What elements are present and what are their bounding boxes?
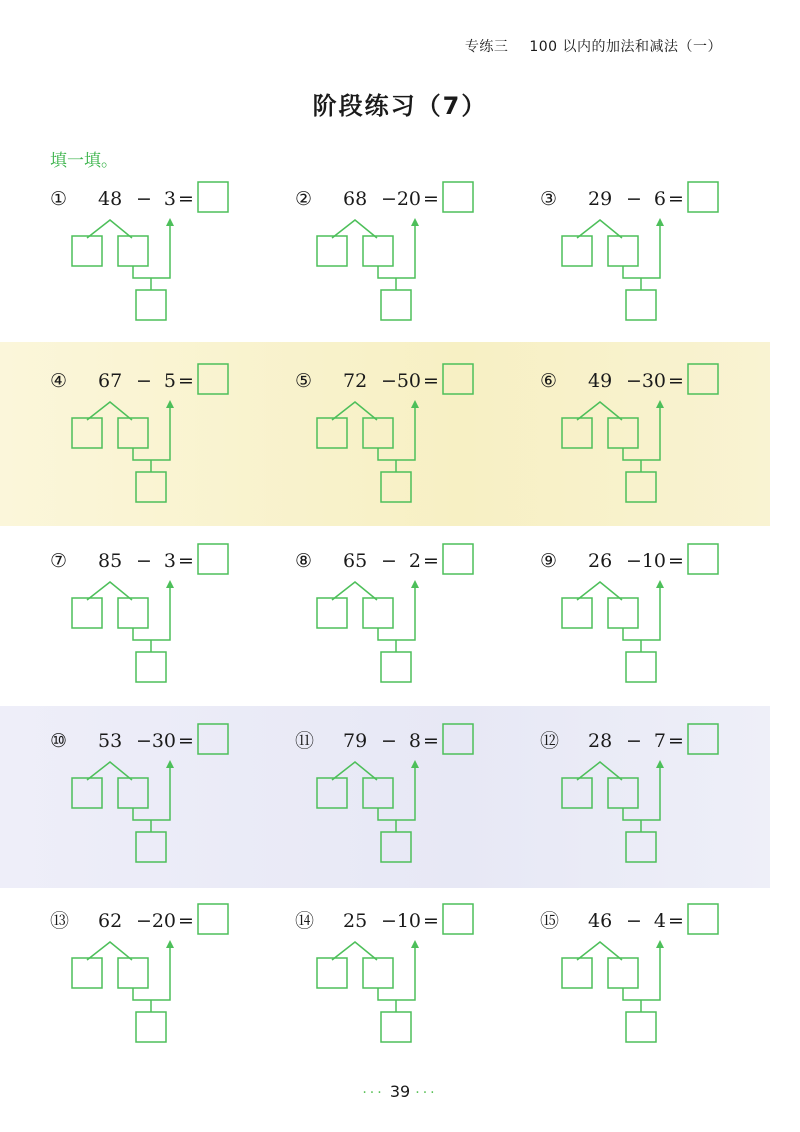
problem-item (50, 722, 280, 872)
split-box-right[interactable] (118, 958, 148, 988)
connector-line (133, 766, 170, 820)
answer-box[interactable] (198, 544, 228, 574)
problem-item (295, 362, 525, 512)
subtrahend: 4 (653, 910, 666, 932)
arrow-head-icon (656, 218, 664, 226)
equals-sign: = (423, 550, 439, 572)
minus-sign: − (381, 370, 397, 392)
subtrahend: 20 (151, 910, 176, 932)
equals-sign: = (423, 910, 439, 932)
decomposition-diagram (540, 362, 770, 512)
answer-box[interactable] (198, 724, 228, 754)
equals-sign: = (668, 910, 684, 932)
subtrahend: 10 (396, 910, 421, 932)
minus-sign: − (626, 730, 642, 752)
connector-line (378, 406, 415, 460)
split-box-right[interactable] (118, 598, 148, 628)
problem-item (50, 902, 280, 1052)
decomposition-diagram (50, 542, 280, 692)
arrow-head-icon (656, 760, 664, 768)
decomposition-diagram (540, 542, 770, 692)
equals-sign: = (423, 730, 439, 752)
minus-sign: − (136, 370, 152, 392)
result-box[interactable] (626, 472, 656, 502)
problem-number: ④ (50, 370, 68, 392)
answer-box[interactable] (198, 182, 228, 212)
header-topic: 100 以内的加法和减法（一） (529, 39, 722, 55)
result-box[interactable] (381, 652, 411, 682)
decomposition-diagram (295, 362, 525, 512)
split-box-left[interactable] (562, 958, 592, 988)
page-footer (0, 1082, 800, 1101)
minuend: 79 (343, 730, 368, 752)
arrow-head-icon (411, 940, 419, 948)
minus-sign: − (626, 910, 642, 932)
header-section: 专练三 (464, 39, 509, 55)
connector-line (623, 406, 660, 460)
split-box-left[interactable] (317, 236, 347, 266)
minuend: 67 (98, 370, 123, 392)
split-box-left[interactable] (562, 598, 592, 628)
equals-sign: = (178, 730, 194, 752)
minuend: 26 (588, 550, 613, 572)
problem-item (295, 180, 525, 330)
split-box-right[interactable] (363, 598, 393, 628)
minuend: 49 (588, 370, 613, 392)
connector-line (378, 946, 415, 1000)
minus-sign: − (626, 188, 642, 210)
result-box[interactable] (136, 472, 166, 502)
result-box[interactable] (136, 290, 166, 320)
problem-number: ⑭ (295, 910, 315, 932)
split-box-right[interactable] (608, 418, 638, 448)
minuend: 85 (98, 550, 123, 572)
arrow-head-icon (166, 580, 174, 588)
page-title: 阶段练习（7） (312, 92, 488, 120)
answer-box[interactable] (443, 364, 473, 394)
split-box-right[interactable] (118, 778, 148, 808)
split-box-right[interactable] (608, 958, 638, 988)
minuend: 53 (98, 730, 123, 752)
answer-box[interactable] (688, 182, 718, 212)
arrow-head-icon (166, 400, 174, 408)
equals-sign: = (668, 370, 684, 392)
split-box-right[interactable] (363, 778, 393, 808)
subtrahend: 3 (163, 188, 176, 210)
problem-item (295, 722, 525, 872)
minuend: 62 (98, 910, 123, 932)
split-box-left[interactable] (562, 778, 592, 808)
decomposition-diagram (50, 362, 280, 512)
subtrahend: 5 (163, 370, 176, 392)
connector-line (378, 586, 415, 640)
minuend: 72 (343, 370, 368, 392)
decomposition-diagram (540, 180, 770, 330)
result-box[interactable] (626, 652, 656, 682)
connector-line (133, 946, 170, 1000)
connector-line (378, 224, 415, 278)
answer-box[interactable] (688, 364, 718, 394)
arrow-head-icon (411, 760, 419, 768)
page-number: 39 (389, 1082, 411, 1101)
problem-item (540, 722, 770, 872)
minuend: 48 (98, 188, 123, 210)
problem-item (540, 180, 770, 330)
minus-sign: − (136, 730, 152, 752)
split-box-left[interactable] (72, 236, 102, 266)
problem-item (540, 542, 770, 692)
minuend: 65 (343, 550, 368, 572)
result-box[interactable] (626, 1012, 656, 1042)
minuend: 68 (343, 188, 368, 210)
connector-line (133, 224, 170, 278)
minuend: 46 (588, 910, 613, 932)
minus-sign: − (626, 370, 642, 392)
problem-item (540, 362, 770, 512)
split-box-left[interactable] (317, 958, 347, 988)
decomposition-diagram (295, 542, 525, 692)
subtrahend: 3 (163, 550, 176, 572)
equals-sign: = (178, 910, 194, 932)
decomposition-diagram (50, 722, 280, 872)
decomposition-diagram (540, 722, 770, 872)
problem-number: ③ (540, 188, 558, 210)
footer-dots-left: ··· (362, 1085, 385, 1101)
split-box-right[interactable] (608, 598, 638, 628)
minus-sign: − (381, 910, 397, 932)
arrow-head-icon (656, 940, 664, 948)
problem-number: ⑬ (50, 910, 70, 932)
decomposition-diagram (295, 902, 525, 1052)
subtrahend: 7 (653, 730, 666, 752)
split-box-left[interactable] (317, 778, 347, 808)
problem-number: ① (50, 188, 68, 210)
minuend: 25 (343, 910, 368, 932)
instruction: 填一填。 (50, 151, 118, 171)
minus-sign: − (136, 550, 152, 572)
arrow-head-icon (166, 760, 174, 768)
equals-sign: = (423, 370, 439, 392)
minus-sign: − (381, 188, 397, 210)
answer-box[interactable] (443, 904, 473, 934)
equals-sign: = (178, 370, 194, 392)
connector-line (133, 586, 170, 640)
problem-number: ⑮ (540, 910, 560, 932)
subtrahend: 8 (408, 730, 421, 752)
split-box-right[interactable] (363, 958, 393, 988)
split-box-right[interactable] (118, 236, 148, 266)
answer-box[interactable] (443, 182, 473, 212)
split-box-left[interactable] (317, 418, 347, 448)
equals-sign: = (423, 188, 439, 210)
problem-number: ⑤ (295, 370, 313, 392)
problem-number: ⑥ (540, 370, 558, 392)
subtrahend: 30 (641, 370, 666, 392)
split-box-left[interactable] (317, 598, 347, 628)
answer-box[interactable] (198, 364, 228, 394)
subtrahend: 2 (408, 550, 421, 572)
problem-item (540, 902, 770, 1052)
result-box[interactable] (136, 1012, 166, 1042)
connector-line (623, 946, 660, 1000)
answer-box[interactable] (198, 904, 228, 934)
answer-box[interactable] (443, 544, 473, 574)
decomposition-diagram (295, 722, 525, 872)
connector-line (378, 766, 415, 820)
split-box-left[interactable] (72, 778, 102, 808)
problem-number: ⑦ (50, 550, 68, 572)
problem-number: ⑫ (540, 730, 560, 752)
equals-sign: = (178, 188, 194, 210)
arrow-head-icon (411, 218, 419, 226)
problem-number: ⑨ (540, 550, 558, 572)
arrow-head-icon (656, 400, 664, 408)
answer-box[interactable] (443, 724, 473, 754)
problem-number: ⑩ (50, 730, 68, 752)
equals-sign: = (178, 550, 194, 572)
decomposition-diagram (295, 180, 525, 330)
minus-sign: − (381, 730, 397, 752)
page-header (465, 36, 722, 56)
minuend: 28 (588, 730, 613, 752)
split-box-right[interactable] (363, 236, 393, 266)
split-box-right[interactable] (608, 236, 638, 266)
result-box[interactable] (381, 1012, 411, 1042)
decomposition-diagram (50, 180, 280, 330)
decomposition-diagram (540, 902, 770, 1052)
problem-item (50, 362, 280, 512)
problem-item (295, 902, 525, 1052)
result-box[interactable] (381, 290, 411, 320)
problem-item (295, 542, 525, 692)
problem-item (50, 180, 280, 330)
split-box-right[interactable] (118, 418, 148, 448)
decomposition-diagram (50, 902, 280, 1052)
arrow-head-icon (656, 580, 664, 588)
answer-box[interactable] (688, 544, 718, 574)
split-box-left[interactable] (72, 598, 102, 628)
split-box-right[interactable] (608, 778, 638, 808)
footer-dots-right: ··· (415, 1085, 438, 1101)
split-box-left[interactable] (72, 958, 102, 988)
connector-line (623, 224, 660, 278)
split-box-left[interactable] (562, 418, 592, 448)
result-box[interactable] (136, 652, 166, 682)
minuend: 29 (588, 188, 613, 210)
problem-item (50, 542, 280, 692)
problem-number: ⑪ (295, 730, 315, 752)
split-box-left[interactable] (72, 418, 102, 448)
equals-sign: = (668, 730, 684, 752)
result-box[interactable] (381, 472, 411, 502)
arrow-head-icon (166, 218, 174, 226)
connector-line (133, 406, 170, 460)
equals-sign: = (668, 188, 684, 210)
subtrahend: 10 (641, 550, 666, 572)
minus-sign: − (136, 188, 152, 210)
minus-sign: − (381, 550, 397, 572)
result-box[interactable] (136, 832, 166, 862)
result-box[interactable] (381, 832, 411, 862)
subtrahend: 20 (396, 188, 421, 210)
subtrahend: 6 (653, 188, 666, 210)
split-box-right[interactable] (363, 418, 393, 448)
arrow-head-icon (411, 400, 419, 408)
result-box[interactable] (626, 832, 656, 862)
arrow-head-icon (166, 940, 174, 948)
answer-box[interactable] (688, 724, 718, 754)
minus-sign: − (136, 910, 152, 932)
arrow-head-icon (411, 580, 419, 588)
minus-sign: − (626, 550, 642, 572)
problem-number: ② (295, 188, 313, 210)
result-box[interactable] (626, 290, 656, 320)
split-box-left[interactable] (562, 236, 592, 266)
connector-line (623, 766, 660, 820)
equals-sign: = (668, 550, 684, 572)
subtrahend: 30 (151, 730, 176, 752)
answer-box[interactable] (688, 904, 718, 934)
connector-line (623, 586, 660, 640)
problem-number: ⑧ (295, 550, 313, 572)
subtrahend: 50 (396, 370, 421, 392)
